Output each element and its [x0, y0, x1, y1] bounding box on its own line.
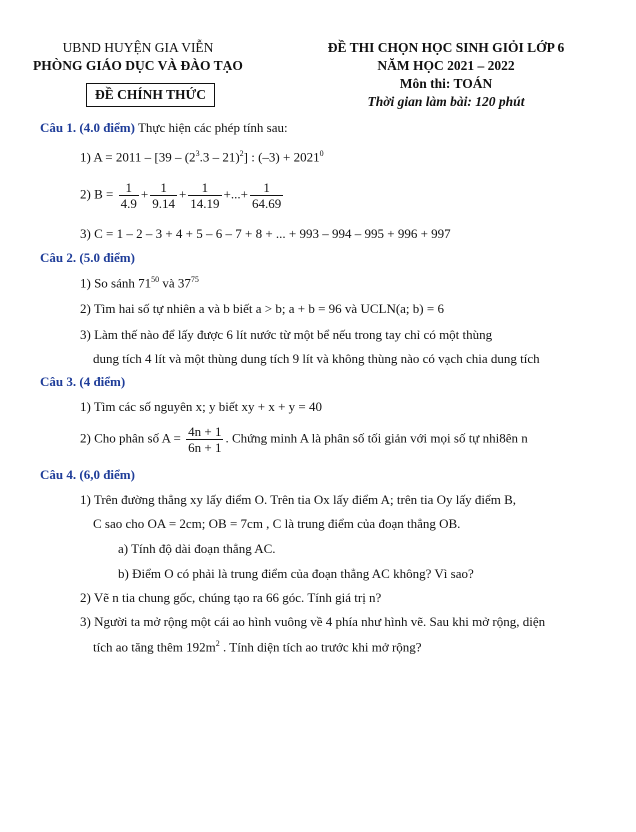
- q1p1-label: 1) A = 2011 –: [80, 149, 155, 165]
- question-3-part-1: 1) Tìm các số nguyên x; y biết xy + x + y = 40: [80, 399, 322, 414]
- q2p1-b: và 37: [159, 275, 191, 291]
- question-4-part-3-line1: 3) Người ta mở rộng một cái ao hình vuông về 4 phía như hình vẽ. Sau khi mở rộng, diện: [80, 614, 546, 629]
- question-1-part-3: 3) C = 1 – 2 – 3 + 4 + 5 – 6 – 7 + 8 + ... + 993 – 994 – 995 + 996 + 997: [80, 226, 451, 241]
- exam-title: ĐỀ THI CHỌN HỌC SINH GIỎI LỚP 6: [327, 40, 565, 55]
- frac-num: 1: [150, 180, 177, 196]
- q4p3-a: tích ao tăng thêm 192m: [93, 639, 216, 655]
- question-2-part-1: [80, 275, 199, 291]
- frac-num: 1: [250, 180, 283, 196]
- frac-num: 1: [188, 180, 221, 196]
- q2p1-exp2: 75: [190, 275, 199, 284]
- q1p1-body: [39 – (2: [154, 149, 196, 165]
- q3p2-b: . Chứng minh A là phân số tối giản với mọi số tự nhi8ên n: [225, 430, 528, 446]
- frac-den: 14.19: [190, 196, 220, 211]
- fraction-1-64x69: [250, 180, 283, 211]
- frac-den: 9.14: [152, 196, 175, 211]
- question-4-part-1-line1: 1) Trên đường thẳng xy lấy điểm O. Trên tia Ox lấy điểm A; trên tia Oy lấy điểm B,: [80, 492, 517, 507]
- question-1-part-1: [80, 149, 324, 165]
- frac-num: 1: [119, 180, 139, 196]
- q1p1-exp1: 3: [195, 149, 200, 158]
- official-stamp-box: ĐỀ CHÍNH THỨC: [86, 83, 215, 107]
- q1p1-mid: .3 – 21): [199, 149, 240, 165]
- q1p1-end: ] : (–3) + 2021: [243, 149, 320, 165]
- frac-num: 4n + 1: [188, 424, 222, 439]
- q1p2-ellipsis: +...+: [223, 186, 248, 202]
- fraction-A: [186, 424, 223, 455]
- school-year: NĂM HỌC 2021 – 2022: [377, 58, 515, 73]
- frac-den: 4.9: [120, 196, 137, 211]
- q1p1-exp3: 0: [319, 149, 324, 158]
- question-4-part-2: 2) Vẽ n tia chung gốc, chúng tạo ra 66 góc. Tính giá trị n?: [80, 590, 382, 605]
- q4p3-exp: 2: [215, 639, 220, 648]
- q1p1-exp2: 2: [239, 149, 244, 158]
- fraction-1-14x19: [188, 180, 221, 211]
- question-1-intro: Thực hiện các phép tính sau:: [134, 120, 288, 135]
- question-2-part-3-line1: 3) Làm thế nào để lấy được 6 lít nước từ một bể nếu trong tay chỉ có một thùng: [80, 327, 493, 342]
- question-4-part-1-line2: C sao cho OA = 2cm; OB = 7cm , C là trung điểm của đoạn thẳng OB.: [93, 516, 461, 531]
- question-4-part-3-line2: [93, 639, 422, 655]
- frac-den: 64.69: [251, 196, 282, 211]
- q1p2-label: 2) B =: [80, 186, 114, 202]
- question-1-title: Câu 1. (4.0 điểm): [40, 120, 135, 135]
- fraction-1-4x9: [119, 180, 139, 211]
- fraction-1-9x14: [150, 180, 177, 211]
- question-2-part-3-line2: dung tích 4 lít và một thùng dung tích 9 lít và không thùng nào có vạch chia dung tích: [93, 351, 540, 366]
- subject: Môn thi: TOÁN: [399, 76, 493, 91]
- question-3-part-2: [80, 424, 528, 455]
- q2p1-exp1: 50: [151, 275, 160, 284]
- header-org-line2: PHÒNG GIÁO DỤC VÀ ĐÀO TẠO: [33, 58, 243, 73]
- question-4-part-1a: a) Tính độ dài đoạn thẳng AC.: [118, 541, 276, 556]
- q2p1-a: 1) So sánh 71: [80, 275, 152, 291]
- frac-den: 6n + 1: [188, 440, 222, 455]
- question-1: [40, 120, 288, 136]
- question-2-title: Câu 2. (5.0 điểm): [40, 250, 135, 265]
- question-3-title: Câu 3. (4 điểm): [40, 374, 126, 389]
- header-org-line1: UBND HUYỆN GIA VIỄN: [62, 40, 214, 55]
- time-limit: Thời gian làm bài: 120 phút: [367, 94, 525, 109]
- question-2-part-2: 2) Tìm hai số tự nhiên a và b biết a > b; a + b = 96 và UCLN(a; b) = 6: [80, 301, 444, 316]
- q3p2-a: 2) Cho phân số A =: [80, 430, 181, 446]
- question-4-title: Câu 4. (6,0 điểm): [40, 467, 135, 482]
- question-4-part-1b: b) Điểm O có phải là trung điểm của đoạn thẳng AC không? Vì sao?: [118, 566, 474, 581]
- question-1-part-2: 2) B = $\frac{1}{4.9}$ + $\frac{1}{9.14}$ + $\frac{1}{14.19}$ +...+ $\frac{1}{64.69}$: [80, 180, 282, 211]
- q4p3-b: . Tính diện tích ao trước khi mở rộng?: [219, 639, 422, 655]
